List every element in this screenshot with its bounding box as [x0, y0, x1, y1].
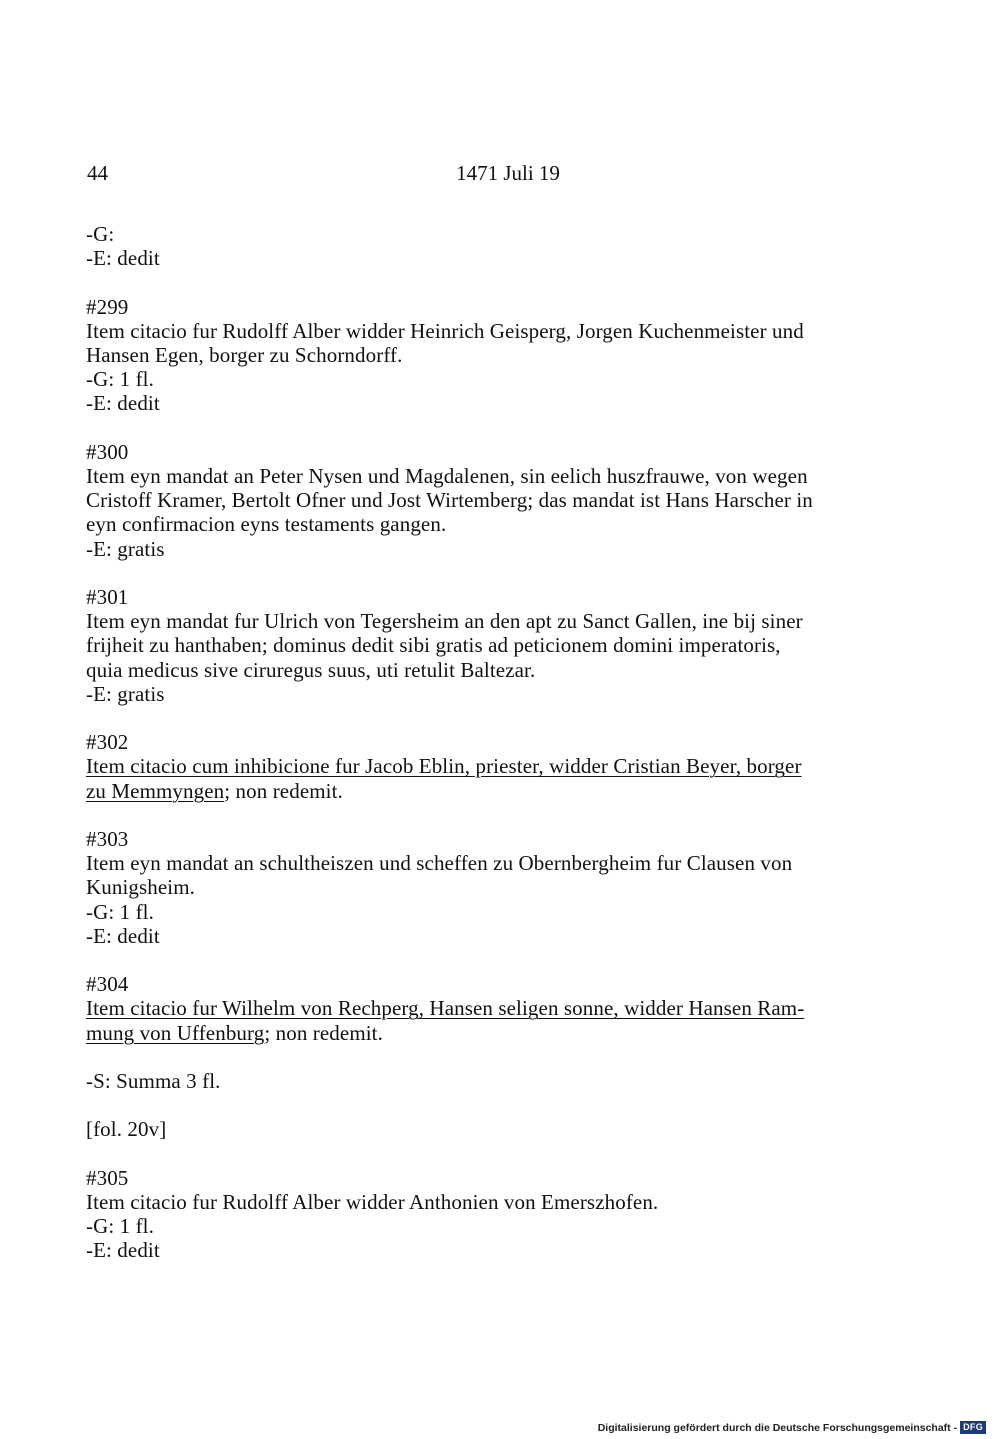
entry-303 — [86, 827, 919, 948]
entry-text-line: frijheit zu hanthaben; dominus dedit sibi gratis ad peticionem domini imperatoris, — [86, 633, 781, 658]
entry-note: -E: dedit — [86, 1238, 160, 1263]
entry-text-line: Item eyn mandat an schultheiszen und scheffen zu Obernbergheim fur Clausen von — [86, 851, 793, 876]
entry-301 — [86, 585, 919, 706]
entry-304 — [86, 972, 919, 1045]
entry-number: #305 — [86, 1165, 129, 1190]
folio-marker — [86, 1117, 919, 1141]
entry-underlined-line: Item citacio fur Wilhelm von Rechperg, Hansen seligen sonne, widder Hansen Ram- — [86, 996, 805, 1021]
document-body — [86, 222, 919, 1287]
entry-note: -G: 1 fl. — [86, 367, 154, 392]
digitization-credit — [598, 1421, 986, 1434]
entry-number: #301 — [86, 585, 129, 609]
intro-notes — [86, 222, 919, 270]
entry-text-line: eyn confirmacion eyns testaments gangen. — [86, 512, 447, 537]
note-g: -G: — [86, 222, 115, 246]
entry-note: -E: gratis — [86, 536, 165, 561]
entry-text-line: Hansen Egen, borger zu Schorndorff. — [86, 343, 403, 367]
entry-number: #304 — [86, 972, 129, 997]
entry-underlined-text: mung von Uffenburg — [86, 1020, 265, 1045]
entry-text-line: Kunigsheim. — [86, 875, 196, 900]
entry-text-line: Item eyn mandat fur Ulrich von Tegersheim an den apt zu Sanct Gallen, ine bij siner — [86, 609, 803, 634]
page-number: 44 — [87, 161, 108, 185]
note-e: -E: dedit — [86, 246, 160, 271]
entry-note: -E: dedit — [86, 923, 160, 948]
entry-305 — [86, 1166, 919, 1263]
entry-302 — [86, 730, 919, 803]
folio-label: [fol. 20v] — [86, 1117, 167, 1142]
entry-text-line: Item citacio fur Rudolff Alber widder Heinrich Geisperg, Jorgen Kuchenmeister und — [86, 318, 804, 343]
summary-line: -S: Summa 3 fl. — [86, 1069, 221, 1093]
entry-text-line: Cristoff Kramer, Bertolt Ofner und Jost Wirtemberg; das mandat ist Hans Harscher in — [86, 488, 813, 513]
entry-text-line — [86, 1021, 919, 1045]
entry-underlined-text: zu Memmyngen — [86, 778, 225, 803]
entry-text-line: Item citacio fur Rudolff Alber widder Anthonien von Emerszhofen. — [86, 1189, 659, 1214]
credit-text: Digitalisierung gefördert durch die Deutsche Forschungsgemeinschaft - — [597, 1421, 958, 1434]
page-header-title: 1471 Juli 19 — [456, 161, 560, 185]
entry-text-line — [86, 779, 919, 803]
entry-number: #302 — [86, 730, 129, 755]
summary — [86, 1069, 919, 1093]
entry-number: #303 — [86, 827, 129, 851]
entry-number: #299 — [86, 294, 129, 319]
entry-text-line: Item eyn mandat an Peter Nysen und Magdalenen, sin eelich huszfrauwe, von wegen — [86, 464, 808, 488]
entry-300 — [86, 440, 919, 561]
dfg-logo: DFG — [960, 1421, 986, 1434]
entry-note: -E: dedit — [86, 391, 160, 416]
entry-note: -G: 1 fl. — [86, 899, 154, 924]
entry-299 — [86, 295, 919, 416]
entry-underlined-line: Item citacio cum inhibicione fur Jacob Eblin, priester, widder Cristian Beyer, borger — [86, 754, 802, 779]
entry-suffix: ; non redemit. — [264, 1020, 383, 1045]
entry-suffix: ; non redemit. — [224, 778, 343, 803]
entry-number: #300 — [86, 439, 129, 464]
entry-note: -E: gratis — [86, 681, 165, 706]
entry-text-line: quia medicus sive ciruregus suus, uti retulit Baltezar. — [86, 657, 536, 682]
entry-note: -G: 1 fl. — [86, 1214, 154, 1239]
